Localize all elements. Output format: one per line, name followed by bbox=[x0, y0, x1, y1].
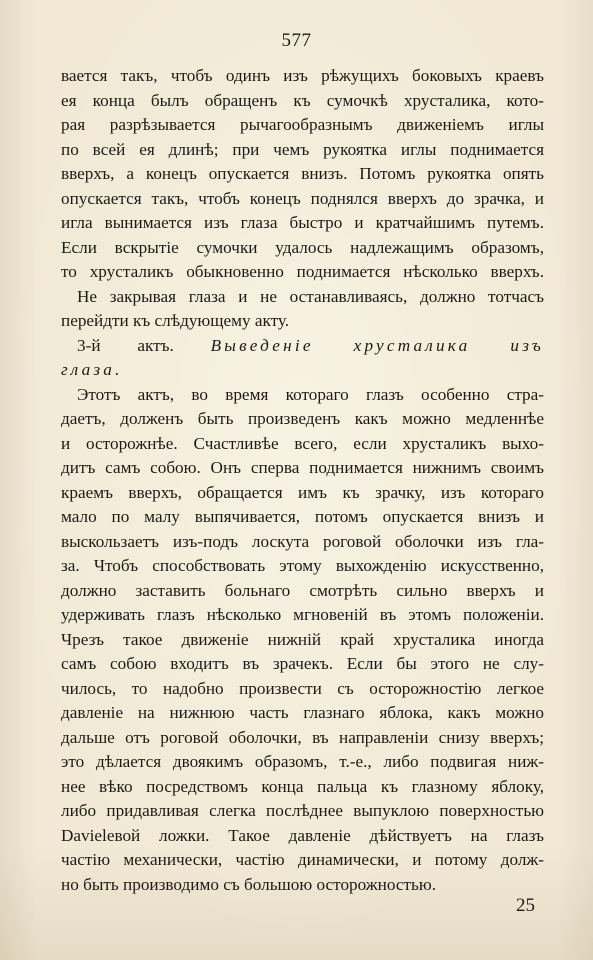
text-line: вается такъ, чтобъ одинъ изъ рѣжущихъ боковыхъ краевъ bbox=[61, 66, 544, 85]
text-line: дальше отъ роговой оболочки, въ направленiи снизу вверхъ; bbox=[61, 727, 544, 747]
text-line: дитъ самъ собою. Онъ сперва поднимается нижнимъ своимъ bbox=[61, 458, 544, 477]
text-line: нее вѣко посредствомъ конца пальца къ глазному яблоку, bbox=[61, 776, 544, 796]
text-line: Если вскрытiе сумочки удалось надлежащимъ образомъ, bbox=[61, 237, 544, 257]
section-heading bbox=[61, 334, 544, 359]
text-line: частiю механически, частiю динамически, и потому долж- bbox=[61, 850, 544, 869]
text-line: даетъ, долженъ быть произведенъ какъ можно медленнѣе bbox=[61, 409, 544, 428]
text-line: чилось, то надобно произвести съ осторожностiю легкое bbox=[61, 678, 544, 698]
text-line: Этотъ актъ, во время котораго глазъ особенно стра- bbox=[77, 384, 544, 404]
page-number: 577 bbox=[281, 30, 312, 51]
text-line: то хрусталикъ обыкновенно поднимается нѣсколько вверхъ. bbox=[61, 262, 544, 281]
text-line: опускается такъ, чтобъ конецъ поднялся вверхъ до зрачка, и bbox=[61, 188, 544, 208]
text-line: удерживать глазъ нѣсколько мгновенiй въ этомъ положенiи. bbox=[61, 605, 544, 624]
text-line: перейдти къ слѣдующему акту. bbox=[61, 311, 290, 330]
text-line: либо придавливая слегка послѣднее выпуклою поверхностью bbox=[61, 801, 544, 820]
text-line: должно заставить больнаго смотрѣть сильно вверхъ и bbox=[61, 580, 544, 600]
text-line: и осторожнѣе. Счастливѣе всего, если хрусталикъ выхо- bbox=[61, 433, 544, 453]
section-heading-prefix: 3-й актъ. bbox=[77, 335, 174, 355]
section-heading-title: Выведенiе хрусталика изъ bbox=[210, 335, 544, 355]
text-line: игла вынимается изъ глаза быстро и кратчайшимъ путемъ. bbox=[61, 213, 544, 232]
signature-mark: 25 bbox=[516, 895, 535, 916]
section-heading-continuation: глаза. bbox=[61, 360, 123, 379]
body-text bbox=[61, 64, 544, 897]
text-line: Чрезъ такое движенiе нижнiй край хрусталика иногда bbox=[61, 629, 544, 649]
text-line: выскользаетъ изъ-подъ лоскута роговой оболочки изъ гла- bbox=[61, 531, 544, 551]
text-line: Не закрывая глаза и не останавливаясь, должно тотчасъ bbox=[77, 286, 544, 306]
text-line: вверхъ, а конецъ опускается внизъ. Потомъ рукоятка опять bbox=[61, 164, 544, 183]
text-line: давленiе на нижнюю часть глазнаго яблока, какъ можно bbox=[61, 703, 544, 722]
text-line: рая разрѣзывается рычагообразнымъ движенiемъ иглы bbox=[61, 115, 544, 134]
text-line: ея конца былъ обращенъ къ сумочкѣ хрусталика, кото- bbox=[61, 90, 544, 110]
text-line: самъ собою входитъ въ зрачекъ. Если бы этого не слу- bbox=[61, 654, 544, 673]
text-line: это дѣлается двоякимъ образомъ, т.-е., либо подвигая ниж- bbox=[61, 752, 544, 771]
text-line: но быть производимо съ большою осторожностью. bbox=[61, 874, 437, 894]
text-line: по всей ея длинѣ; при чемъ рукоятка иглы поднимается bbox=[61, 139, 544, 159]
text-line: мало по малу выпячивается, потомъ опускается внизъ и bbox=[61, 507, 544, 526]
text-line: за. Чтобъ способствовать этому выхожденiю искусственно, bbox=[61, 556, 544, 575]
text-line: Davielевой ложки. Такое давленiе дѣйствуетъ на глазъ bbox=[61, 825, 544, 845]
text-line: краемъ вверхъ, обращается имъ къ зрачку, изъ котораго bbox=[61, 482, 544, 502]
